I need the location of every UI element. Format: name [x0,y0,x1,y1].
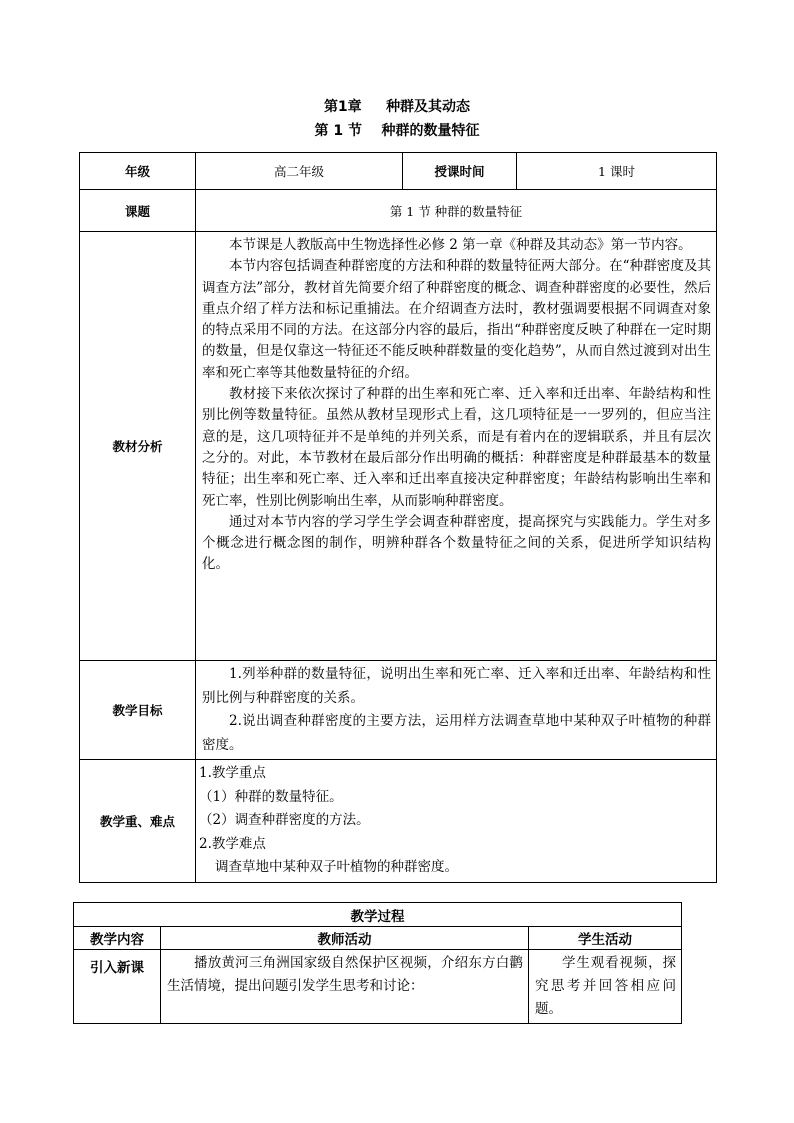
col-header-teacher: 教师活动 [161,927,529,950]
keypoints-label: 教学重、难点 [80,760,196,883]
chapter-title: 种群及其动态 [386,99,471,115]
goal-item: 2.说出调查种群密度的主要方法，运用样方法调查草地中某种双子叶植物的种群密度。 [202,713,712,753]
analysis-paragraph: 教材接下来依次探讨了种群的出生率和死亡率、迁入率和迁出率、年龄结构和性别比例等数量特征。虽然从教材呈现形式上看，这几项特征是一一罗列的，但应当注意的是，这几项特征并不是单纯的并列关系，而是有着内在的逻辑联系，并且有层次之分的。对此，本节教材在最后部分作出明确的概括：种群密度是种群最基本的数量特征；出生率和死亡率、迁入率和迁出率直接决定种群密度；年龄结构影响出生率和死亡率，性别比例影响出生率，从而影响种群密度。 [202,386,712,509]
process-teacher-activity [161,950,529,1024]
grade-label: 年级 [80,153,196,190]
time-label: 授课时间 [403,153,517,190]
goals-label: 教学目标 [80,661,196,760]
keypoint-item: （1）种群的数量特征。 [199,788,343,805]
goals-content [196,661,717,760]
section-number: 第 1 节 [314,123,362,139]
analysis-paragraph: 本节内容包括调查种群密度的方法和种群的数量特征两大部分。在“种群密度及其调查方法”部分，教材首先简要介绍了种群密度的概念、调查种群密度的必要性，然后重点介绍了样方法和标记重捕法。在介绍调查方法时，教材强调要根据不同调查对象的特点采用不同的方法。在这部分内容的最后，指出“种群密度反映了种群在一定时期的数量，但是仅靠这一特征还不能反映种群数量的变化趋势”，从而自然过渡到对出生率和死亡率等其他数量特征的介绍。 [202,258,712,381]
analysis-label: 教材分析 [80,232,196,661]
analysis-paragraph: 通过对本节内容的学习学生学会调查种群密度，提高探究与实践能力。学生对多个概念进行概念图的制作，明辨种群各个数量特征之间的关系，促进所学知识结构化。 [202,513,712,573]
topic-label: 课题 [80,190,196,232]
analysis-content [196,232,717,661]
keypoint-item: 2.教学难点 [199,835,266,852]
keypoints-content [196,760,717,883]
section-title: 种群的数量特征 [381,123,480,139]
analysis-paragraph: 本节课是人教版高中生物选择性必修 2 第一章《种群及其动态》第一节内容。 [229,237,692,253]
keypoint-item: 调查草地中某种双子叶植物的种群密度。 [215,859,458,875]
lesson-info-table [79,152,717,883]
teaching-process-table [73,902,682,1024]
keypoint-item: 1.教学重点 [199,765,266,781]
analysis-row [80,232,717,661]
chapter-number: 第1章 [323,99,362,115]
process-student-activity [529,950,682,1024]
process-content: 引入新课 [74,950,161,1024]
goal-item: 1.列举种群的数量特征，说明出生率和死亡率、迁入率和迁出率、年龄结构和性别比例与种群密度的关系。 [202,666,712,706]
topic-row [80,190,717,232]
topic-value: 第 1 节 种群的数量特征 [196,190,717,232]
process-header-row [74,927,682,950]
keypoints-row [80,760,717,883]
col-header-content: 教学内容 [74,927,161,950]
student-activity-text: 学生观看视频，探究思考并回答相应问题。 [535,955,677,1017]
section-heading [0,122,794,140]
col-header-student: 学生活动 [529,927,682,950]
grade-value: 高二年级 [196,153,403,190]
goals-row [80,661,717,760]
time-value: 1 课时 [517,153,717,190]
chapter-heading [0,98,794,116]
grade-row [80,153,717,190]
process-row [74,950,682,1024]
teacher-activity-text: 播放黄河三角洲国家级自然保护区视频，介绍东方白鹳生活情境，提出问题引发学生思考和讨论： [167,955,523,994]
process-title-row [74,903,682,927]
keypoint-item: （2）调查种群密度的方法。 [199,812,370,828]
process-title: 教学过程 [74,903,682,927]
